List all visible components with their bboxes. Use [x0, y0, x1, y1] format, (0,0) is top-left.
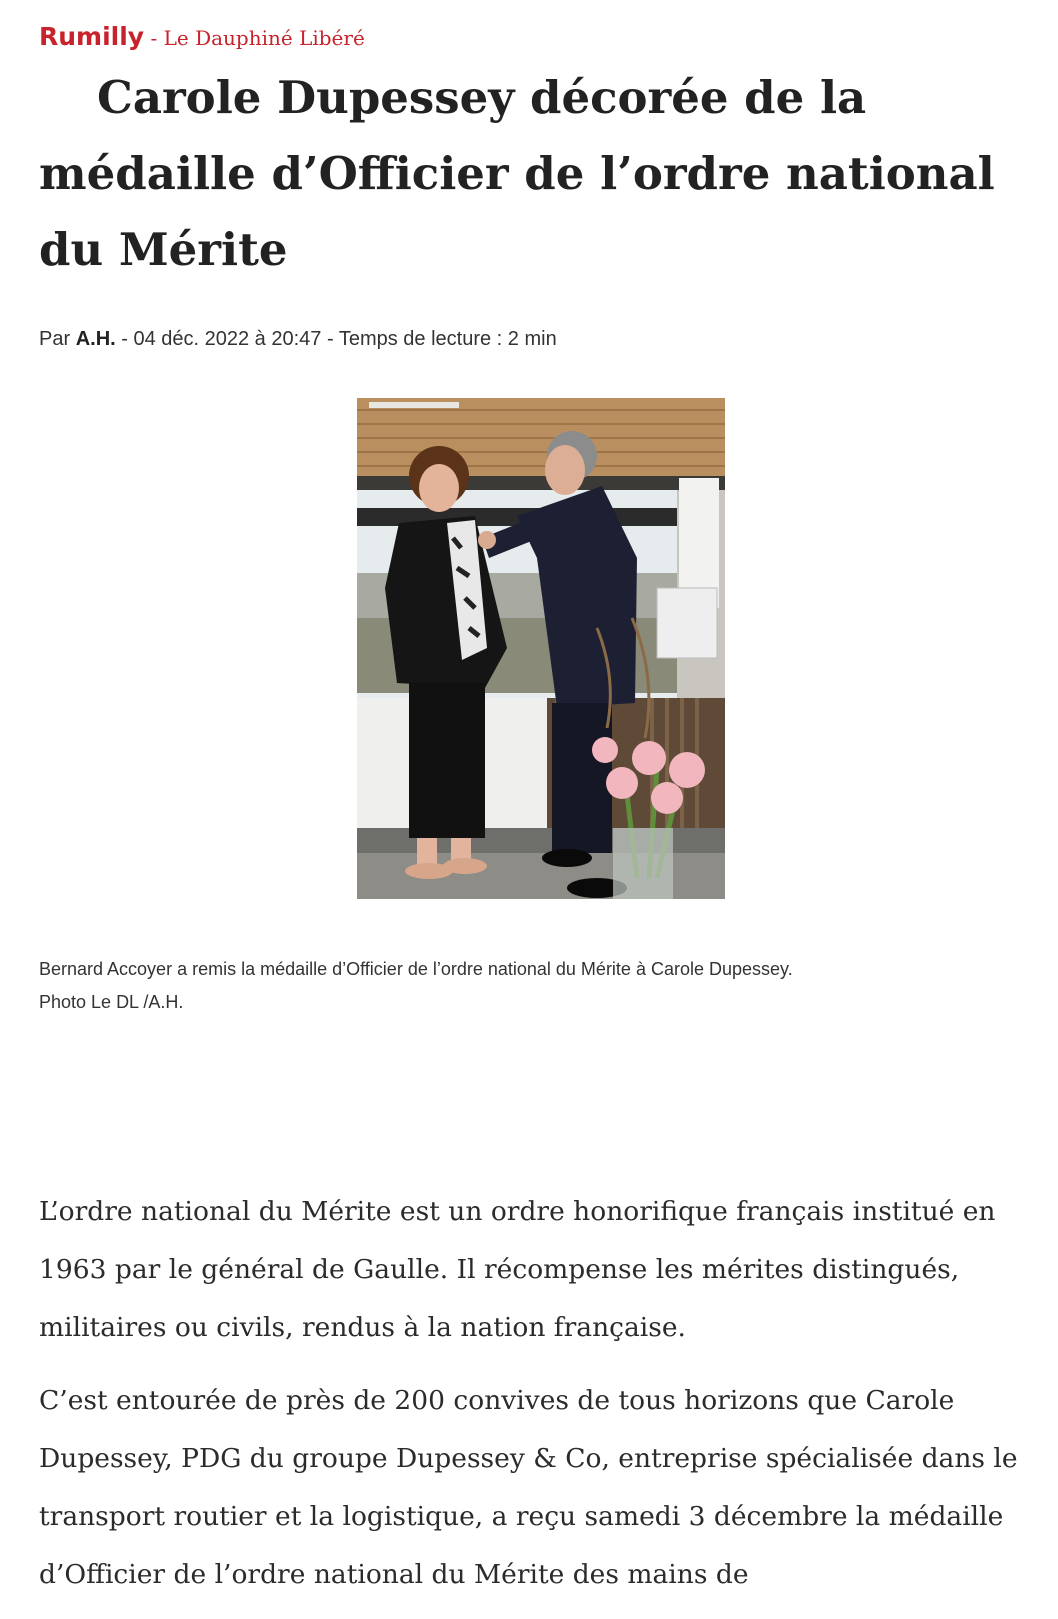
- caption-text: Bernard Accoyer a remis la médaille d’Officier de l’ordre national du Mérite à Carole Dupessey.: [39, 959, 793, 979]
- byline-author: A.H.: [75, 328, 116, 350]
- body-paragraph: L’ordre national du Mérite est un ordre honorifique français institué en 1963 par le général de Gaulle. Il récompense les mérites distingués, militaires ou civils, rendus à la nation française.: [39, 1196, 996, 1343]
- article-photo: [357, 398, 725, 899]
- photo-caption: [39, 953, 1029, 1019]
- article-body: [39, 1183, 1049, 1619]
- article-headline: [39, 60, 1029, 288]
- article-kicker: [39, 20, 365, 58]
- byline-reading-time: - Temps de lecture : 2 min: [321, 328, 557, 350]
- body-paragraph: C’est entourée de près de 200 convives de tous horizons que Carole Dupessey, PDG du groupe Dupessey & Co, entreprise spécialisée dans le transport routier et la logistique, a reçu samedi 3 décembre la médaille d’Officier de l’ordre national du Mérite des mains de: [39, 1385, 1018, 1590]
- byline-prefix: Par: [39, 328, 76, 350]
- kicker-separator: -: [144, 26, 164, 50]
- photo-credit: Photo Le DL /A.H.: [39, 992, 184, 1012]
- source-name: Le Dauphiné Libéré: [163, 26, 365, 50]
- section-link[interactable]: Rumilly: [39, 22, 145, 51]
- headline-text: Carole Dupessey décorée de la médaille d’Officier de l’ordre national du Mérite: [39, 71, 995, 276]
- article-byline: [39, 328, 557, 351]
- byline-date: - 04 déc. 2022 à 20:47: [115, 328, 322, 350]
